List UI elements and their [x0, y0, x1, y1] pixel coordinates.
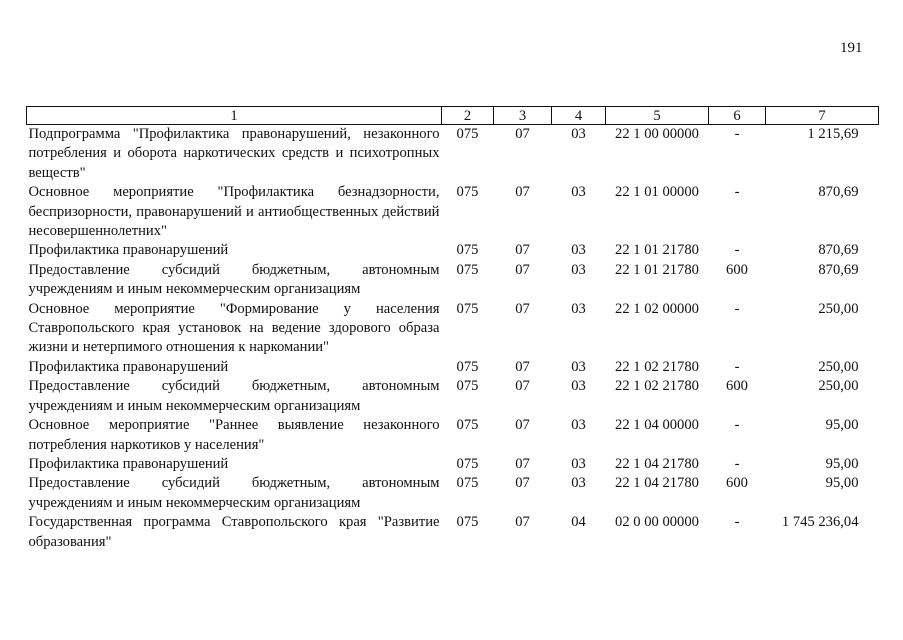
row-podrazdel: 03 — [571, 300, 586, 317]
row-name: Профилактика правонарушений — [28, 455, 229, 472]
table-row — [27, 300, 879, 358]
row-target-code: 22 1 02 21780 — [615, 358, 699, 375]
row-razdel: 07 — [515, 514, 530, 531]
row-podrazdel: 03 — [571, 184, 586, 201]
row-ved: 075 — [456, 261, 479, 278]
row-ved: 075 — [456, 358, 479, 375]
row-target-code: 02 0 00 00000 — [615, 514, 699, 531]
row-podrazdel: 03 — [571, 378, 586, 395]
row-ved: 075 — [456, 184, 479, 201]
row-podrazdel: 03 — [571, 242, 586, 259]
row-razdel: 07 — [515, 242, 530, 259]
row-podrazdel: 03 — [571, 358, 586, 375]
row-expense-type: - — [734, 126, 740, 142]
row-target-code: 22 1 01 21780 — [615, 242, 699, 259]
table-row — [27, 241, 879, 260]
row-razdel: 07 — [515, 261, 530, 278]
row-expense-type: 600 — [726, 261, 748, 278]
row-razdel: 07 — [515, 184, 530, 201]
row-razdel: 07 — [515, 417, 530, 434]
row-podrazdel: 04 — [571, 514, 586, 531]
row-expense-type: - — [734, 514, 740, 531]
row-name: Основное мероприятие "Формирование у населения Ставропольского края установок на ведение здорового образа жизни и нетерпимого отношения к наркомании" — [28, 300, 440, 356]
table-row — [27, 455, 879, 474]
row-podrazdel: 03 — [571, 417, 586, 434]
budget-table — [26, 106, 879, 552]
row-ved: 075 — [456, 455, 479, 472]
row-amount: 250,00 — [818, 378, 859, 395]
row-name: Профилактика правонарушений — [28, 358, 229, 375]
row-target-code: 22 1 02 00000 — [615, 300, 699, 317]
row-target-code: 22 1 04 21780 — [615, 455, 699, 472]
row-expense-type: - — [734, 300, 740, 317]
table-row — [27, 377, 879, 416]
row-amount: 1 745 236,04 — [781, 514, 859, 531]
table-row — [27, 358, 879, 377]
row-razdel: 07 — [515, 300, 530, 317]
row-target-code: 22 1 04 21780 — [615, 475, 699, 492]
row-ved: 075 — [456, 126, 479, 142]
header-col-4: 4 — [552, 107, 606, 125]
row-expense-type: - — [734, 358, 740, 375]
header-row — [27, 107, 879, 125]
row-amount: 870,69 — [818, 242, 859, 259]
row-amount: 95,00 — [825, 417, 859, 434]
row-amount: 1 215,69 — [807, 126, 859, 142]
header-col-7: 7 — [766, 107, 879, 125]
row-razdel: 07 — [515, 126, 530, 142]
row-razdel: 07 — [515, 378, 530, 395]
header-col-2: 2 — [442, 107, 494, 125]
row-podrazdel: 03 — [571, 261, 586, 278]
page-number: 191 — [840, 40, 863, 56]
header-col-5: 5 — [606, 107, 709, 125]
table-row — [27, 513, 879, 552]
row-ved: 075 — [456, 378, 479, 395]
row-razdel: 07 — [515, 358, 530, 375]
table-row — [27, 261, 879, 300]
header-col-1: 1 — [27, 107, 442, 125]
row-target-code: 22 1 01 00000 — [615, 184, 699, 201]
row-expense-type: 600 — [726, 378, 748, 395]
row-name: Предоставление субсидий бюджетным, автономным учреждениям и иным некоммерческим организациям — [28, 261, 440, 298]
row-target-code: 22 1 04 00000 — [615, 417, 699, 434]
row-expense-type: - — [734, 242, 740, 259]
row-expense-type: - — [734, 455, 740, 472]
row-name: Основное мероприятие "Раннее выявление незаконного потребления наркотиков у населения" — [28, 417, 440, 453]
row-podrazdel: 03 — [571, 126, 586, 142]
row-target-code: 22 1 00 00000 — [615, 126, 699, 142]
row-ved: 075 — [456, 514, 479, 531]
table-row — [27, 474, 879, 513]
row-expense-type: 600 — [726, 475, 748, 492]
row-name: Предоставление субсидий бюджетным, автономным учреждениям и иным некоммерческим организациям — [28, 378, 440, 414]
row-amount: 870,69 — [818, 261, 859, 278]
row-ved: 075 — [456, 417, 479, 434]
row-amount: 250,00 — [818, 358, 859, 375]
row-name: Подпрограмма "Профилактика правонарушений, незаконного потребления и оборота наркотических средств и психотропных веществ" — [28, 126, 440, 181]
row-razdel: 07 — [515, 455, 530, 472]
row-ved: 075 — [456, 300, 479, 317]
row-name: Профилактика правонарушений — [28, 242, 229, 259]
row-name: Основное мероприятие "Профилактика безнадзорности, беспризорности, правонарушений и антиобщественных действий несовершеннолетних" — [28, 184, 440, 240]
row-target-code: 22 1 01 21780 — [615, 261, 699, 278]
row-name: Предоставление субсидий бюджетным, автономным учреждениям и иным некоммерческим организациям — [28, 475, 440, 511]
row-amount: 95,00 — [825, 475, 859, 492]
header-col-6: 6 — [709, 107, 766, 125]
row-ved: 075 — [456, 475, 479, 492]
row-podrazdel: 03 — [571, 455, 586, 472]
table-row — [27, 416, 879, 455]
row-amount: 95,00 — [825, 455, 859, 472]
row-name: Государственная программа Ставропольского края "Развитие образования" — [28, 514, 440, 550]
row-razdel: 07 — [515, 475, 530, 492]
row-amount: 870,69 — [818, 184, 859, 201]
row-podrazdel: 03 — [571, 475, 586, 492]
row-target-code: 22 1 02 21780 — [615, 378, 699, 395]
row-expense-type: - — [734, 417, 740, 434]
row-amount: 250,00 — [818, 300, 859, 317]
table-row — [27, 125, 879, 184]
row-ved: 075 — [456, 242, 479, 259]
row-expense-type: - — [734, 184, 740, 201]
header-col-3: 3 — [494, 107, 552, 125]
table-row — [27, 183, 879, 241]
